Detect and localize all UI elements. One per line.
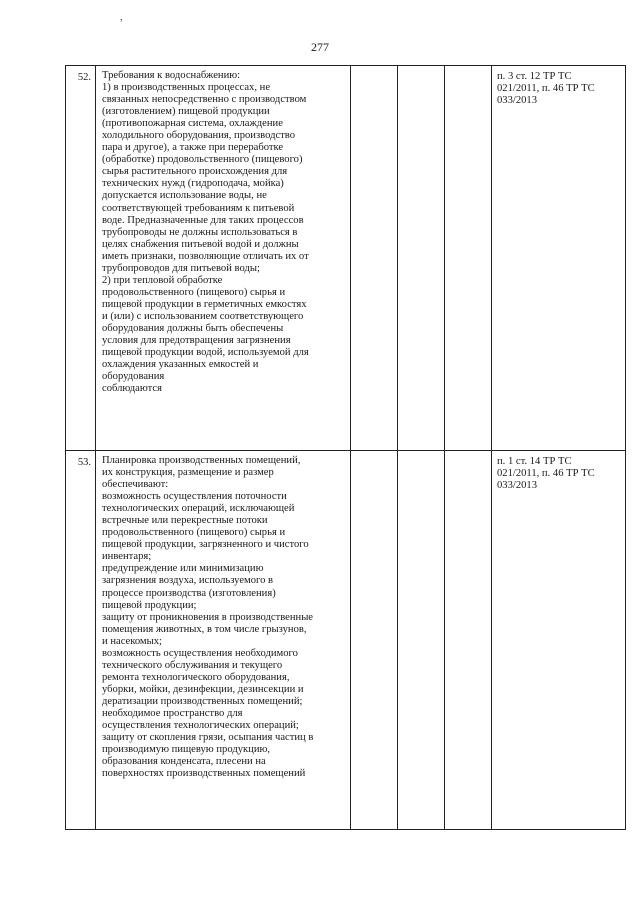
requirement-line: пара и другое), а также при переработке <box>102 142 284 154</box>
legal-reference <box>492 451 626 830</box>
answer-na-cell <box>445 66 492 451</box>
requirement-line: охлаждения указанных емкостей и <box>102 359 259 371</box>
requirement-line: 1) в производственных процессах, не <box>102 82 271 94</box>
reference-line: 021/2011, п. 46 ТР ТС <box>497 468 595 480</box>
requirement-line: возможность осуществления поточности <box>102 491 287 503</box>
answer-yes-cell <box>351 451 398 830</box>
requirement-line: защиту от скопления грязи, осыпания частиц в <box>102 732 314 744</box>
table-row <box>66 66 626 451</box>
requirement-line: поверхностях производственных помещений <box>102 768 306 780</box>
requirement-line: осуществления технологических операций; <box>102 720 299 732</box>
requirement-line: оборудования должны быть обеспечены <box>102 322 284 334</box>
row-number: 53. <box>66 451 96 830</box>
requirement-line: (обработке) продовольственного (пищевого) <box>102 154 303 166</box>
requirement-line: целях снабжения питьевой водой и должны <box>102 238 299 250</box>
requirement-line: пищевой продукции водой, используемой для <box>102 347 309 359</box>
row-number: 52. <box>66 66 96 451</box>
requirement-line: технического обслуживания и текущего <box>102 659 283 671</box>
requirement-line: предупреждение или минимизацию <box>102 563 264 575</box>
requirement-line: технологических операций, исключающей <box>102 503 295 515</box>
requirement-line: соответствующей требованиям к питьевой <box>102 202 295 214</box>
requirement-line: холодильного оборудования, производство <box>102 130 296 142</box>
requirement-line: встречные или перекрестные потоки <box>102 515 268 527</box>
requirement-line: сырья растительного происхождения для <box>102 166 288 178</box>
requirement-line: продовольственного (пищевого) сырья и <box>102 527 286 539</box>
requirement-text <box>96 66 351 451</box>
requirement-line: воде. Предназначенные для таких процессов <box>102 214 304 226</box>
requirement-line: трубопроводы не должны использоваться в <box>102 226 298 238</box>
requirements-table <box>65 65 626 830</box>
requirement-line: (изготовлением) пищевой продукции <box>102 106 270 118</box>
requirement-line: 2) при тепловой обработке <box>102 274 223 286</box>
requirement-line: загрязнения воздуха, используемого в <box>102 575 274 587</box>
requirement-line: пищевой продукции в герметичных емкостях <box>102 298 307 310</box>
requirement-line: иметь признаки, позволяющие отличать их от <box>102 250 309 262</box>
requirement-line: возможность осуществления необходимого <box>102 647 298 659</box>
requirement-line: Требования к водоснабжению: <box>102 70 241 81</box>
requirement-line: ремонта технологического оборудования, <box>102 671 290 683</box>
requirement-line: процессе производства (изготовления) <box>102 587 276 599</box>
requirement-line: помещения животных, в том числе грызунов, <box>102 623 307 635</box>
reference-line: п. 1 ст. 14 ТР ТС <box>497 456 572 467</box>
requirement-line: производимую пищевую продукцию, <box>102 744 271 756</box>
requirement-line: образования конденсата, плесени на <box>102 756 266 768</box>
requirement-line: дератизации производственных помещений; <box>102 695 303 707</box>
answer-yes-cell <box>351 66 398 451</box>
reference-line: 033/2013 <box>497 480 538 492</box>
requirement-line: пищевой продукции, загрязненного и чистого <box>102 539 309 551</box>
legal-reference <box>492 66 626 451</box>
requirement-line: допускается использование воды, не <box>102 190 267 202</box>
requirement-line: (противопожарная система, охлаждение <box>102 118 283 130</box>
requirement-line: защиту от проникновения в производственные <box>102 611 314 623</box>
requirement-line: условия для предотвращения загрязнения <box>102 335 291 347</box>
requirement-line: технических нужд (гидроподача, мойка) <box>102 178 284 190</box>
reference-line: п. 3 ст. 12 ТР ТС <box>497 71 572 82</box>
answer-no-cell <box>398 451 445 830</box>
answer-no-cell <box>398 66 445 451</box>
requirement-line: трубопроводов для питьевой воды; <box>102 262 260 274</box>
requirement-line: пищевой продукции; <box>102 599 197 611</box>
requirement-line: и (или) с использованием соответствующего <box>102 310 304 322</box>
answer-na-cell <box>445 451 492 830</box>
requirement-line: обеспечивают: <box>102 479 169 491</box>
requirement-line: уборки, мойки, дезинфекции, дезинсекции и <box>102 683 304 695</box>
requirement-text <box>96 451 351 830</box>
requirement-line: и насекомых; <box>102 635 162 647</box>
requirement-line: необходимое пространство для <box>102 707 243 719</box>
table-row <box>66 451 626 830</box>
requirement-line: связанных непосредственно с производством <box>102 94 307 106</box>
requirement-line: Планировка производственных помещений, <box>102 455 301 466</box>
page-number: 277 <box>311 40 329 54</box>
reference-line: 021/2011, п. 46 ТР ТС <box>497 83 595 95</box>
requirement-line: соблюдаются <box>102 383 162 395</box>
requirement-line: их конструкция, размещение и размер <box>102 467 274 479</box>
requirement-line: продовольственного (пищевого) сырья и <box>102 286 286 298</box>
requirement-line: оборудования <box>102 371 165 383</box>
requirement-line: инвентаря; <box>102 551 152 563</box>
scan-mark: , <box>120 12 123 23</box>
reference-line: 033/2013 <box>497 95 538 107</box>
